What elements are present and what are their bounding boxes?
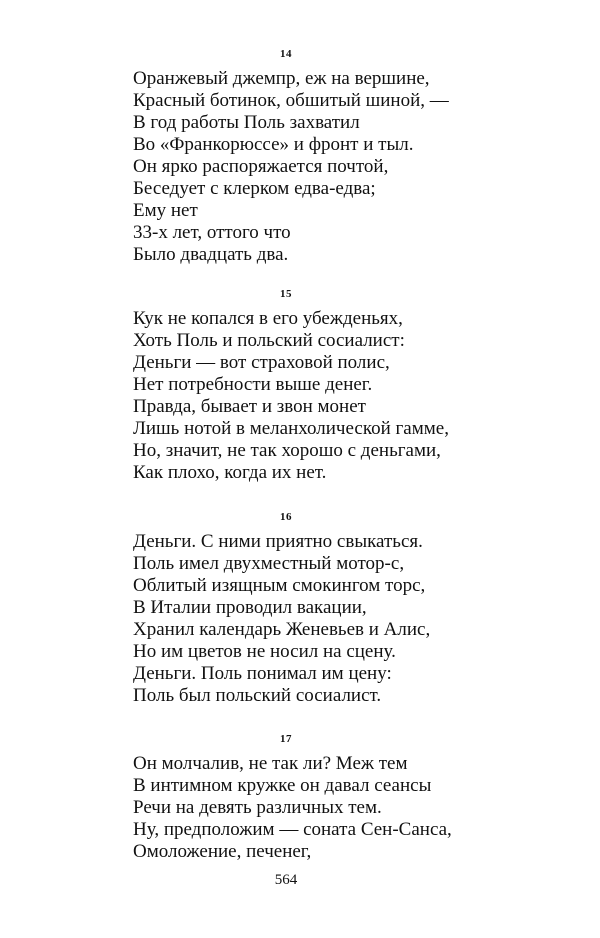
stanza xyxy=(133,68,449,266)
page-number: 564 xyxy=(274,872,298,888)
verse-line: Правда, бывает и звон монет xyxy=(133,396,366,417)
verse-line: Деньги — вот страховой полис, xyxy=(133,352,390,373)
verse-line: 33-х лет, оттого что xyxy=(133,222,291,243)
stanza xyxy=(133,531,430,707)
verse-line: Беседует с клерком едва-едва; xyxy=(133,178,376,199)
verse-line: Но, значит, не так хорошо с деньгами, xyxy=(133,440,441,461)
verse-line: Но им цветов не носил на сцену. xyxy=(133,641,396,662)
section-number: 15 xyxy=(280,288,292,300)
section-number: 16 xyxy=(280,511,292,523)
verse-line: Красный ботинок, обшитый шиной, — xyxy=(133,90,449,111)
verse-line: Хранил календарь Женевьев и Алис, xyxy=(133,619,431,640)
verse-line: Хоть Поль и польский сосиалист: xyxy=(133,330,405,351)
verse-line: Деньги. Поль понимал им цену: xyxy=(133,663,392,684)
verse-line: В интимном кружке он давал сеансы xyxy=(133,775,432,796)
section-number: 14 xyxy=(280,48,292,60)
verse-line: В год работы Поль захватил xyxy=(133,112,360,133)
stanza xyxy=(133,308,449,484)
verse-line: Он ярко распоряжается почтой, xyxy=(133,156,389,177)
verse-line: Поль был польский сосиалист. xyxy=(133,685,382,706)
verse-line: В Италии проводил вакации, xyxy=(133,597,367,618)
verse-line: Облитый изящным смокингом торс, xyxy=(133,575,426,596)
verse-line: Было двадцать два. xyxy=(133,244,289,265)
verse-line: Поль имел двухместный мотор-с, xyxy=(133,553,405,574)
verse-line: Нет потребности выше денег. xyxy=(133,374,373,395)
verse-line: Ну, предположим — соната Сен-Санса, xyxy=(133,819,452,840)
verse-line: Как плохо, когда их нет. xyxy=(133,462,327,483)
verse-line: Омоложение, печенег, xyxy=(133,841,312,862)
verse-line: Во «Франкорюссе» и фронт и тыл. xyxy=(133,134,414,155)
verse-line: Лишь нотой в меланхолической гамме, xyxy=(133,418,449,439)
verse-line: Кук не копался в его убежденьях, xyxy=(133,308,403,329)
verse-line: Оранжевый джемпр, еж на вершине, xyxy=(133,68,430,89)
verse-line: Деньги. С ними приятно свыкаться. xyxy=(133,531,423,552)
section-number: 17 xyxy=(280,733,292,745)
verse-line: Речи на девять различных тем. xyxy=(133,797,382,818)
verse-line: Ему нет xyxy=(133,200,198,221)
stanza xyxy=(133,753,452,863)
verse-line: Он молчалив, не так ли? Меж тем xyxy=(133,753,408,774)
